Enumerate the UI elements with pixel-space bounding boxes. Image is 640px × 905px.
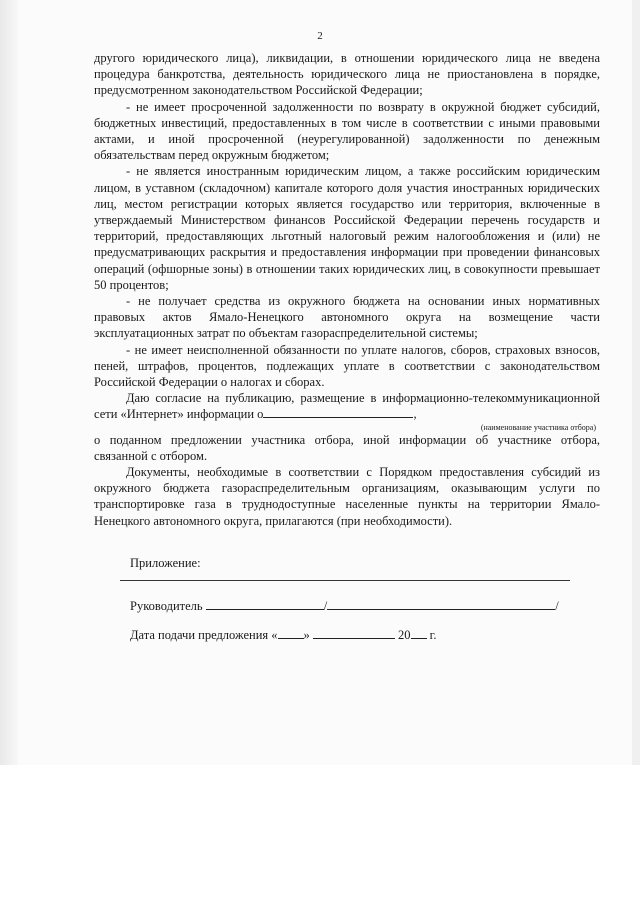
signature-blank — [206, 598, 324, 610]
date-suffix: г. — [429, 628, 437, 642]
head-label: Руководитель — [130, 599, 203, 613]
submission-date-row — [130, 627, 436, 643]
head-signature-row: Руководитель / / — [130, 599, 559, 613]
appendix-label: Приложение: — [130, 556, 201, 570]
paragraph-no-tax-arrears: - не имеет неисполненной обязанности по уплате налогов, сборов, страховых взносов, пеней, штрафов, процентов, подлежащих уплате в соответствии с законодательством Российской Федерации о налогах и сборах. — [94, 342, 600, 390]
date-quote-close: » — [303, 628, 310, 642]
participant-name-caption: (наименование участника отбора) — [480, 422, 596, 432]
document-body — [94, 50, 600, 529]
paragraph-liquidation: другого юридического лица), ликвидации, в отношении юридического лица не введена процедура банкротства, деятельность юридического лица не приостановлена в порядке, предусмотренном законодательством Российской Федерации; — [94, 51, 600, 98]
month-blank — [313, 627, 395, 639]
paragraph-documents: Документы, необходимые в соответствии с Порядком предоставления субсидий из окружного бюджета газораспределительным организациям, оказывающим услуги по транспортировке газа в труднодоступные населенные пункты на территории Ямало-Ненецкого автономного округа, прилагаются (при необходимости). — [94, 465, 600, 528]
page-number: 2 — [317, 30, 323, 42]
date-label: Дата подачи предложения « — [130, 628, 278, 642]
paragraph-no-debt: - не имеет просроченной задолженности по возврату в окружной бюджет субсидий, бюджетных инвестиций, предоставленных в том числе в соответствии с иными правовыми актами, и иной просроченной (неурегулированной) задолженности по денежным обязательствам перед окружным бюджетом; — [94, 99, 600, 163]
appendix-blank-line — [120, 580, 570, 581]
participant-name-blank — [263, 406, 413, 418]
paragraph-no-other-funds: - не получает средства из окружного бюджета на основании иных нормативных правовых актов Ямало-Ненецкого автономного округа на возмещение части эксплуатационных затрат по объектам газораспределительной системы; — [94, 294, 600, 341]
paragraph-not-foreign: - не является иностранным юридическим лицом, а также российским юридическим лицом, в уставном (складочном) капитале которого доля участия иностранных юридических лиц, местом регистрации которых является государство или территория, включенные в утверждаемый Министерством финансов Российской Федерации перечень государств и территорий, предоставляющих льготный налоговый режим налогообложения и (или) не предусматривающих раскрытия и предоставления информации при проведении финансовых операций (офшорные зоны) в отношении таких юридических лиц, в совокупности превышает 50 процентов; — [94, 164, 600, 292]
date-year: 20 — [398, 628, 411, 642]
day-blank — [278, 627, 304, 639]
scan-left-edge — [0, 0, 18, 765]
paragraph-consent: Даю согласие на публикацию, размещение в информационно-телекоммуникационной сети «Интернет» информации о , — [94, 391, 600, 422]
consent-continuation: о поданном предложении участника отбора, иной информации об участнике отбора, связанной с отбором. — [94, 432, 600, 463]
scan-right-edge — [632, 0, 640, 765]
year-blank — [411, 627, 427, 639]
name-blank — [327, 598, 555, 610]
consent-text: Даю согласие на публикацию, размещение в информационно-телекоммуникационной сети «Интернет» информации о — [94, 391, 600, 422]
